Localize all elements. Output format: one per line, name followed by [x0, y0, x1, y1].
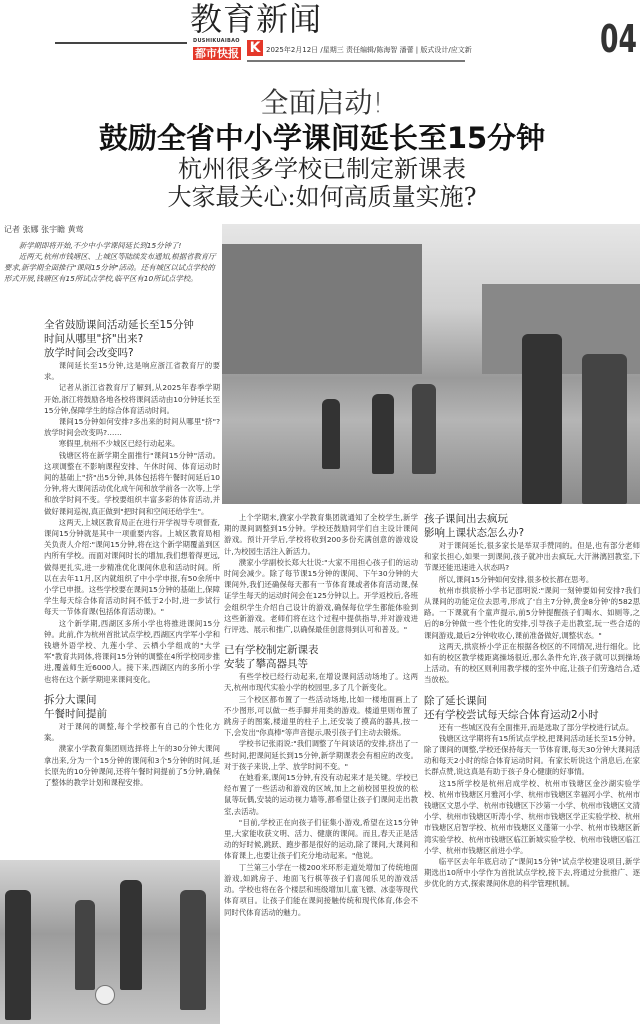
paragraph: 学校书记张雨说:"我们调整了午间谈话的安排,挤出了一些时间,把课间延长到15分钟,新学期课表会有相应的改变。对于孩子来说,上学、放学时间不变。"	[224, 739, 418, 771]
intro-paragraph: 近两天,杭州市钱塘区、上城区等陆续发布通知,根据省教育厅要求,新学期全面推行"课间15分钟"活动。还有城区以试点学校的形式开展,钱塘区有15所试点学校,临平区有10所试点学校。	[4, 252, 216, 283]
paragraph: 濮家小学副校长郑大壮说:"大家不用担心孩子们的运动时间会减少。除了每节课15分钟的课间、下午30分钟的大课间外,我们还确保每天都有一节体育课或者体育活动课,保证学生每天的运动时间会在125分钟以上。开学返校后,各班会组织学生介绍自己设计的游戏,确保每位学生都能体验到这些新游戏。老师们将在这个过程中提供指导,并对游戏进行评选、展示和推广,以确保最佳创意得到认可和普及。"	[224, 557, 418, 635]
article-intro	[4, 240, 219, 284]
newspaper-logo	[193, 38, 247, 60]
paragraph: "目前,学校正在向孩子们征集小游戏,希望在这15分钟里,大家能收获文明、活力、健康的课间。而且,春天正是活动的好时候,跳跃、跑步都是很好的运动,除了课间,大课间和体育课上,也要让孩子们充分地动起来。"他说。	[224, 817, 418, 861]
headline-kicker: 全面启动!	[260, 86, 384, 119]
paragraph: 这两天,上城区教育局正在进行开学视导专项督查,课间15分钟就是其中一项重要内容。上城区教育局相关负责人介绍:"课间15分钟,将在这个新学期覆盖到区内所有学校。而面对课间时长的增加,我们想着得更远,做得更扎实,进一步精准优化课间休息和活动时间。所以在去年11月,区内就组织了中小学申报,有50余所中小学已申报。这些学校要在课间15分钟的基础上,保障学生每天综合体育活动时间不低于2小时,进一步试行每天一节体育课(包括体育活动课)。"	[44, 517, 220, 617]
paragraph: 有些学校已经行动起来,在增设课间活动场地了。这两天,杭州市现代实验小学的校园里,多了几个新变化。	[224, 672, 418, 693]
paragraph: 丁兰第三小学在一楼200米环形走道处增加了传统地面游戏,如跳房子、地面飞行棋等孩子们喜闻乐见的游戏活动。学校也将在各个楼层和班级增加儿童飞镖、冰壶等现代体育项目。让孩子们能在课间接触传统和现代体育,体会不同时代体育活动的魅力。	[224, 862, 418, 917]
byline: 记者 张娜 张宇瞻 黄莺	[4, 225, 84, 234]
paragraph: 这15所学校是杭州启成学校、杭州市钱塘区金沙湖实验学校、杭州市钱塘区月雅河小学、杭州市钱塘区幸福河小学、杭州市钱塘区文思小学、杭州市钱塘区下沙第一小学、杭州市钱塘区文清小学、杭州市钱塘区听涛小学、杭州市钱塘区学正实验学校、杭州市钱塘区启智学校、杭州市钱塘区义蓬第一小学、杭州市钱塘区新湾实验学校、杭州市钱塘区临江新城实验学校、杭州市钱塘区临江小学、杭州市钱塘区前进小学。	[424, 778, 640, 855]
page-number: 04	[600, 17, 638, 61]
paragraph: 课间15分钟如何安排?多出来的时间从哪里"挤"?放学时间会改变吗?……	[44, 417, 220, 438]
headline-sub: 杭州很多学校已制定新课表	[178, 155, 466, 183]
paragraph: 课间延长至15分钟,这是响应浙江省教育厅的要求。	[44, 361, 220, 382]
photo-students-game	[0, 860, 220, 1024]
paragraph: 这两天,拱宸桥小学正在根据各校区的不同情况,进行细化。比如有的校区教学楼距离操场很近,那么条件允许,孩子就可以到操场上活动。有的校区则利用教学楼的室外中庭,让孩子们劳逸结合,适当放松。	[424, 641, 640, 685]
section-title: 教育新闻	[190, 0, 323, 38]
subheading: 孩子课间出去疯玩 影响上课状态怎么办?	[424, 513, 525, 539]
brand-en: DUSHIKUAIBAO	[193, 38, 240, 44]
paragraph: 寒假里,杭州不少城区已经行动起来。	[58, 439, 180, 449]
article-column	[44, 318, 220, 788]
brand-cn: 都市快报	[195, 47, 239, 60]
paragraph: 钱塘区将在新学期全面推行"课间15分钟"活动。这项调整在不影响课程安排、午休时间、体育运动时间的基础上"挤"出5分钟,具体包括将午餐时间延后10分钟,将大课间活动优化成午间和放学前各一次等,上学和放学时间不变。学校要组织丰富多彩的体育活动,并做好课间巡视,真正做到"把时间和空间还给学生"。	[44, 450, 220, 516]
paragraph: 杭州市拱宸桥小学书记邵明说:"课间一刻钟要如何安排?我们从课间的功能定位去思考,形成了'自主7分钟,黄金8分钟'的582思路。一下课就有个童声提示,前5分钟提醒孩子们喝水、如厕等,之后的8分钟做一些个性化的安排,引导孩子走出教室,玩一些合适的课间游戏,最后2分钟收收心,课前准备做好,调整状态。"	[424, 585, 640, 640]
paragraph: 对于课间延长,很多家长是举双手赞同的。但是,也有部分老师和家长担心,如果一到课间,孩子就冲出去疯玩,大汗淋漓回教室,下节课还能迅速进入状态吗?	[424, 541, 640, 573]
paragraph: 临平区去年年底启动了"课间15分钟"试点学校建设项目,新学期选出10所中小学作为首批试点学校,接下去,将通过分批推广、逐步优化的方式,探索课间休息的科学管理机制。	[424, 857, 640, 889]
subheading: 拆分大课间 午餐时间提前	[44, 693, 107, 720]
paragraph: 所以,课间15分钟如何安排,很多校长都在思考。	[438, 574, 594, 584]
paragraph: 还有一些城区没有全面推开,而是选取了部分学校进行试点。	[438, 722, 634, 732]
paragraph: 对于课间的调整,每个学校都有自己的个性化方案。	[44, 721, 220, 743]
paragraph: 三个校区都布置了一些活动场地,比如一楼地面画上了不少图形,可以做一些手脚并用类的游戏。楼道里则布置了跳房子的图案,楼道里的柱子上,还安装了摸高的器具,按一下,会发出"你真棒"等声音提示,吸引孩子们主动去锻炼。	[224, 694, 418, 738]
photo-students-playground	[222, 224, 640, 504]
paragraph: 上个学期末,濮家小学教育集团就通知了全校学生,新学期的课间调整到15分钟。学校还鼓励同学们自主设计课间游戏。预计开学后,学校将收到200多份充满创意的游戏设计,为校园生活注入新活力。	[224, 513, 418, 556]
header-rule	[247, 60, 465, 62]
subheading: 全省鼓励课间活动延长至15分钟 时间从哪里"挤"出来? 放学时间会改变吗?	[44, 319, 194, 359]
paragraph: 记者从浙江省教育厅了解到,从2025年春季学期开始,浙江将鼓励各地各校将课间活动由10分钟延长至15分钟,保障学生的综合体育活动时间。	[44, 383, 220, 415]
issue-meta: 2025年2月12日 /星期三 责任编辑/陈海智 潘蕾 | 版式设计/应文新	[266, 46, 472, 54]
paragraph: 钱塘区这学期将有15所试点学校,把课间活动延长至15分钟。除了课间的调整,学校还保持每天一节体育课,每天30分钟大课间活动和每天2小时的综合体育运动时间。有家长听说这个消息后,在家长群点赞,说这真是有助于孩子身心健康的好事情。	[424, 733, 640, 777]
article-column	[424, 512, 640, 890]
subheading: 除了延长课间 还有学校尝试每天综合体育运动2小时	[424, 694, 599, 721]
k-logo-icon: K	[247, 40, 263, 56]
paragraph: 在她看来,课间15分钟,有没有动起来才是关键。学校已经布置了一些活动和游戏的区域,加上之前校园里投放的松鼠等玩偶,安装的运动视力墙等,都希望让孩子们课间走出教室,去活动。	[224, 773, 418, 816]
header-rule	[55, 42, 187, 44]
paragraph: 濮家小学教育集团则选择将上午的30分钟大课间拿出来,分为一个15分钟的课间和3个5分钟的时间,延长原先的10分钟课间,还将午餐时间提前了5分钟,确保了整体的教学计划和课程安排。	[44, 744, 220, 787]
headline-sub: 大家最关心:如何高质量实施?	[167, 183, 477, 211]
paragraph: 这个新学期,西湖区多所小学也将推进课间15分钟。此前,作为杭州首批试点学校,西湖区内学军小学和钱塘外语学校、九莲小学、云栖小学组成的"大学军"教育共同体,将课间15分钟的调整在4所学校同步推进,覆盖师生近6000人。接下来,西湖区内的多所小学也将在这个新学期迎来课间变化。	[44, 618, 220, 684]
article-column	[224, 512, 418, 918]
intro-paragraph: 新学期即将开始,不少中小学课间延长到15分钟了!	[18, 241, 182, 250]
subheading: 已有学校制定新课表 安装了攀高器具等	[224, 644, 319, 671]
headline-main: 鼓励全省中小学课间延长至15分钟	[98, 121, 546, 155]
